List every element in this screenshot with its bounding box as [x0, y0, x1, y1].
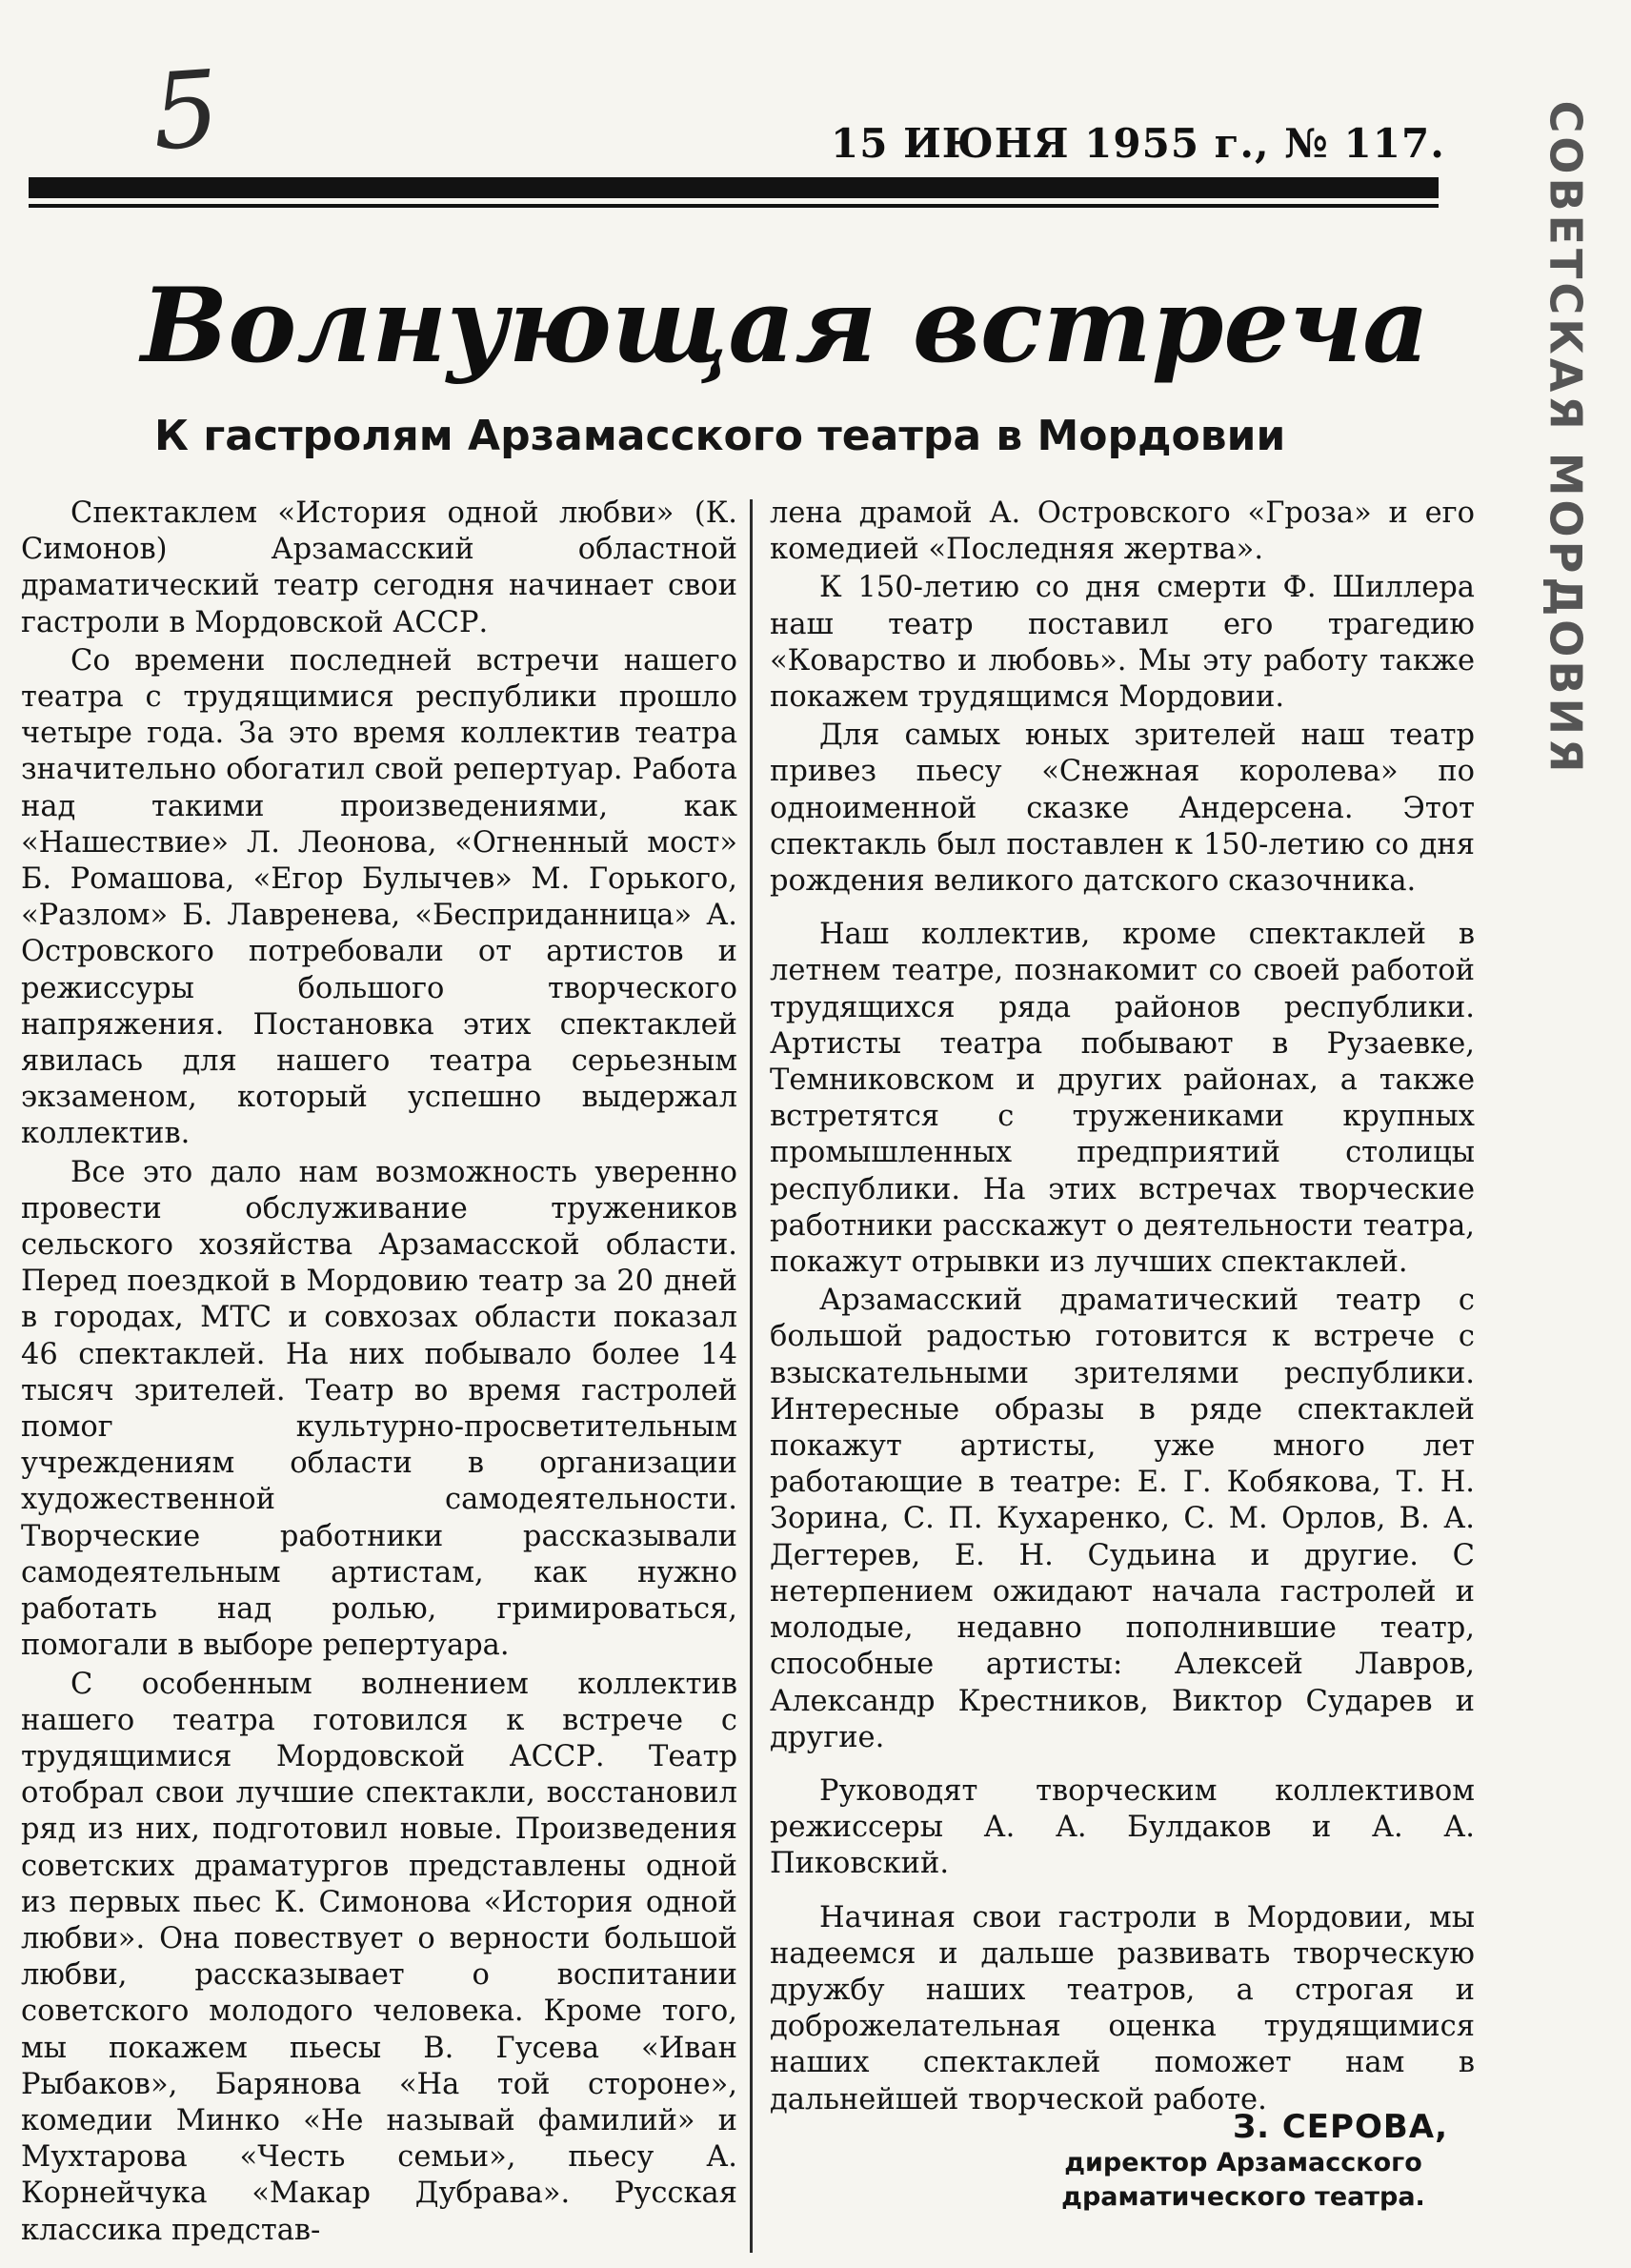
- paragraph: Спектаклем «История одной любви» (К. Симонов) Арзамасский областной драматический театр сегодня начинает свои гастроли в Мордовской АССР.: [21, 496, 737, 639]
- paragraph: Начиная свои гастроли в Мордовии, мы надеемся и дальше развивать творческую дружбу наших театров, а строгая и доброжелательная оценка трудящимися наших спектаклей поможет нам в дальнейшей творческой работе.: [770, 1900, 1475, 2116]
- paragraph: Все это дало нам возможность уверенно провести обслуживание тружеников сельского хозяйства Арзамасской области. Перед поездкой в Мордовию театр за 20 дней в городах, МТС и совхозах области показал 46 спектаклей. На них побывало более 14 тысяч зрителей. Театр во время гастролей помог культурно-просветительным учреждениям области в организации художественной самодеятельности. Творческие работники рассказывали самодеятельным артистам, как нужно работать над ролью, гримироваться, помогали в выборе репертуара.: [21, 1155, 737, 1663]
- author-title-line1: директор Арзамасского: [1064, 2148, 1422, 2177]
- issue-dateline: 15 ИЮНЯ 1955 г., № 117.: [831, 120, 1445, 167]
- handwritten-page-number: 5: [148, 47, 224, 174]
- masthead-rule-thin: [29, 204, 1439, 208]
- article-column-right: [770, 496, 1475, 2118]
- paragraph: лена драмой А. Островского «Гроза» и его комедией «Последняя жертва».: [770, 496, 1475, 567]
- author-title-line2: драматического театра.: [1061, 2182, 1425, 2212]
- archive-stamp: [1522, 100, 1608, 777]
- article-headline: Волнующая встреча: [141, 266, 1430, 386]
- paragraph: Со времени последней встречи нашего театра с трудящимися республики прошло четыре года. За это время коллектив театра значительно обогатил свой репертуар. Работа над такими произведениями, как «Нашествие» Л. Леонова, «Огненный мост» Б. Ромашова, «Егор Булычев» М. Горького, «Разлом» Б. Лавренева, «Бесприданница» А. Островского потребовали от артистов и режиссуры большого творческого напряжения. Постановка этих спектаклей явилась для нашего театра серьезным экзаменом, который успешно выдержал коллектив.: [21, 643, 737, 1151]
- column-divider: [750, 499, 753, 2253]
- paragraph: С особенным волнением коллектив нашего театра готовился к встрече с трудящимися Мордовской АССР. Театр отобрал свои лучшие спектакли, восстановил ряд из них, подготовил новые. Произведения советских драматургов представлены одной из первых пьес К. Симонова «История одной любви». Она повествует о верности большой любви, рассказывает о воспитании советского молодого человека. Кроме того, мы покажем пьесы В. Гусева «Иван Рыбаков», Барянова «На той стороне», комедии Минко «Не называй фамилий» и Мухтарова «Честь семьи», пьесу А. Корнейчука «Макар Дубрава». Русская классика представ-: [21, 1667, 737, 2247]
- article-column-left: [21, 496, 737, 2249]
- archive-stamp-text: СОВЕТСКАЯ МОРДОВИЯ: [1540, 100, 1591, 777]
- article-subheadline: К гастролям Арзамасского театра в Мордовии: [154, 412, 1286, 460]
- author-name: З. СЕРОВА,: [1232, 2108, 1448, 2146]
- author-signature: [1000, 2108, 1448, 2215]
- masthead-rule: [29, 177, 1439, 198]
- paragraph: К 150-летию со дня смерти Ф. Шиллера наш театр поставил его трагедию «Коварство и любовь». Мы эту работу также покажем трудящимся Мордовии.: [770, 571, 1475, 715]
- paragraph: Наш коллектив, кроме спектаклей в летнем театре, познакомит со своей работой трудящихся ряда районов республики. Артисты театра побывают в Рузаевке, Темниковском и других районах, а также встретятся с тружениками крупных промышленных предприятий столицы республики. На этих встречах творческие работники расскажут о деятельности театра, покажут отрывки из лучших спектаклей.: [770, 918, 1475, 1280]
- paragraph: Для самых юных зрителей наш театр привез пьесу «Снежная королева» по одноименной сказке Андерсена. Этот спектакль был поставлен к 150-летию со дня рождения великого датского сказочника.: [770, 719, 1475, 899]
- paragraph: Арзамасский драматический театр с большой радостью готовится к встрече с взыскательными зрителями республики. Интересные образы в ряде спектаклей покажут артисты, уже много лет работающие в театре: Е. Г. Кобякова, Т. Н. Зорина, С. П. Кухаренко, С. М. Орлов, В. А. Дегтерев, Е. Н. Судьина и другие. С нетерпением ожидают начала гастролей и молодые, недавно пополнившие театр, способные артисты: Алексей Лавров, Александр Крестников, Виктор Сударев и другие.: [770, 1284, 1475, 1754]
- paragraph: Руководят творческим коллективом режиссеры А. А. Булдаков и А. А. Пиковский.: [770, 1773, 1475, 1881]
